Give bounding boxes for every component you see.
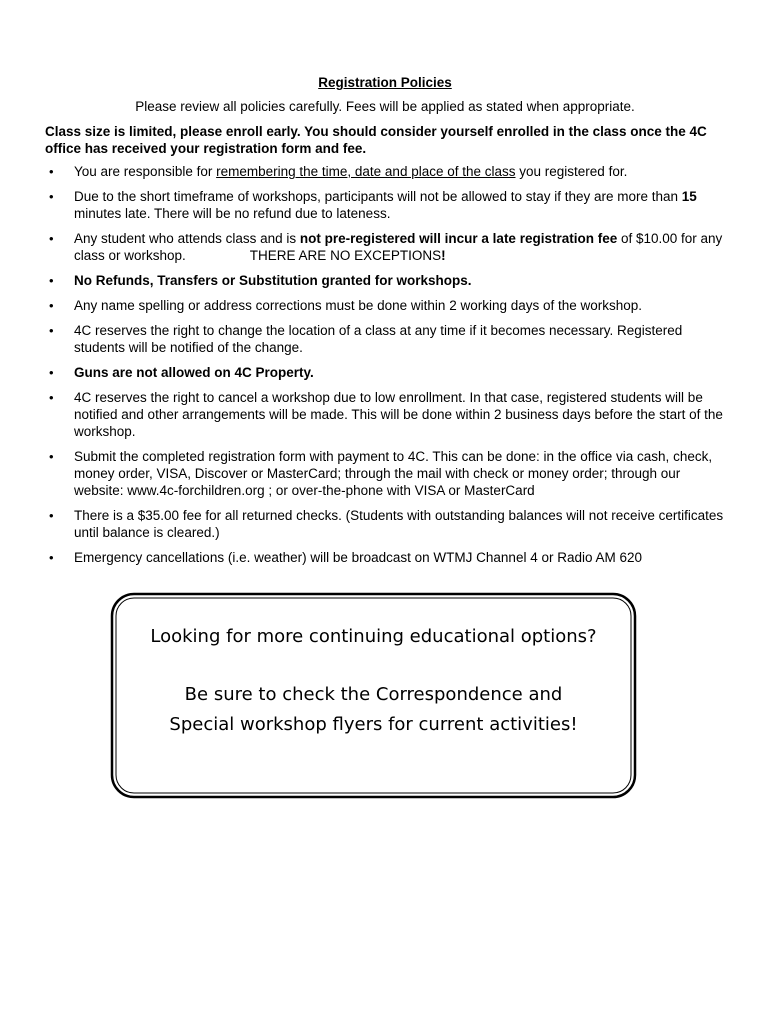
policy-text: Any name spelling or address corrections must be done within 2 working days of the workshop. (74, 298, 643, 313)
policy-text-bold: ! (441, 248, 446, 263)
policy-text: There is a $35.00 fee for all returned checks. (Students with outstanding balances will not receive certificates until balance is cleared.) (74, 508, 724, 540)
policy-text-bold: 15 (681, 189, 697, 204)
policy-text: of $10.00 for any class or workshop. (74, 231, 723, 263)
policy-text-no-exceptions: THERE ARE NO EXCEPTIONS (249, 248, 442, 263)
bullet-icon: • (49, 298, 54, 313)
intro-text: Please review all policies carefully. Fees will be applied as stated when appropriate. (135, 99, 635, 114)
policy-text-bold: Guns are not allowed on 4C Property. (74, 365, 314, 380)
policy-item-cancellation (45, 389, 725, 440)
policy-list (45, 163, 725, 574)
bullet-icon: • (49, 550, 54, 565)
policy-item-responsibility (45, 163, 725, 180)
policy-text: Emergency cancellations (i.e. weather) will be broadcast on WTMJ Channel 4 or Radio AM 620 (74, 550, 643, 565)
bullet-icon: • (49, 390, 54, 405)
policy-item-corrections (45, 297, 725, 314)
policy-text-bold: not pre-registered will incur a late registration fee (299, 231, 618, 246)
policy-text-bold: No Refunds, Transfers or Substitution granted for workshops. (74, 273, 472, 288)
policy-item-location-change (45, 322, 725, 356)
policy-item-returned-checks (45, 507, 725, 541)
bullet-icon: • (49, 365, 54, 380)
policy-item-emergency (45, 549, 725, 566)
bullet-icon: • (49, 164, 54, 179)
bullet-icon: • (49, 189, 54, 204)
policy-item-guns (45, 364, 725, 381)
callout-line-3: Special workshop flyers for current activities! (169, 714, 578, 735)
page-title: Registration Policies (318, 75, 452, 90)
callout-line-1: Looking for more continuing educational options? (150, 626, 597, 647)
enrollment-notice: Class size is limited, please enroll early. You should consider yourself enrolled in the class once the 4C office has received your registration form and fee. (45, 124, 707, 156)
policy-text: Any student who attends class and is (74, 231, 300, 246)
policy-text: You are responsible for (74, 164, 217, 179)
policy-text-underlined: remembering the time, date and place of the class (216, 164, 516, 179)
bullet-icon: • (49, 323, 54, 338)
bullet-icon: • (49, 508, 54, 523)
policy-item-payment (45, 448, 725, 499)
bullet-icon: • (49, 273, 54, 288)
policy-text: you registered for. (515, 164, 628, 179)
callout-box (110, 592, 637, 799)
callout-line-2: Be sure to check the Correspondence and (184, 684, 563, 705)
policy-text: 4C reserves the right to cancel a workshop due to low enrollment. In that case, registered students will be notified and other arrangements will be made. This will be done within 2 business days before the start of the workshop. (74, 390, 723, 439)
policy-text: Submit the completed registration form with payment to 4C. This can be done: in the office via cash, check, money order, VISA, Discover or MasterCard; through the mail with check or money order; through our website: www.4c-forchildren.org ; or over-the-phone with VISA or MasterCard (74, 449, 713, 498)
bullet-icon: • (49, 449, 54, 464)
callout-text (110, 622, 637, 740)
policy-text: Due to the short timeframe of workshops, participants will not be allowed to stay if they are more than (74, 189, 682, 204)
policy-item-late-fee (45, 230, 725, 264)
policy-text: minutes late. There will be no refund due to lateness. (74, 206, 391, 221)
bullet-icon: • (49, 231, 54, 246)
policy-item-lateness (45, 188, 725, 222)
policy-text: 4C reserves the right to change the location of a class at any time if it becomes necessary. Registered students will be notified of the change. (74, 323, 683, 355)
policy-item-no-refunds (45, 272, 725, 289)
